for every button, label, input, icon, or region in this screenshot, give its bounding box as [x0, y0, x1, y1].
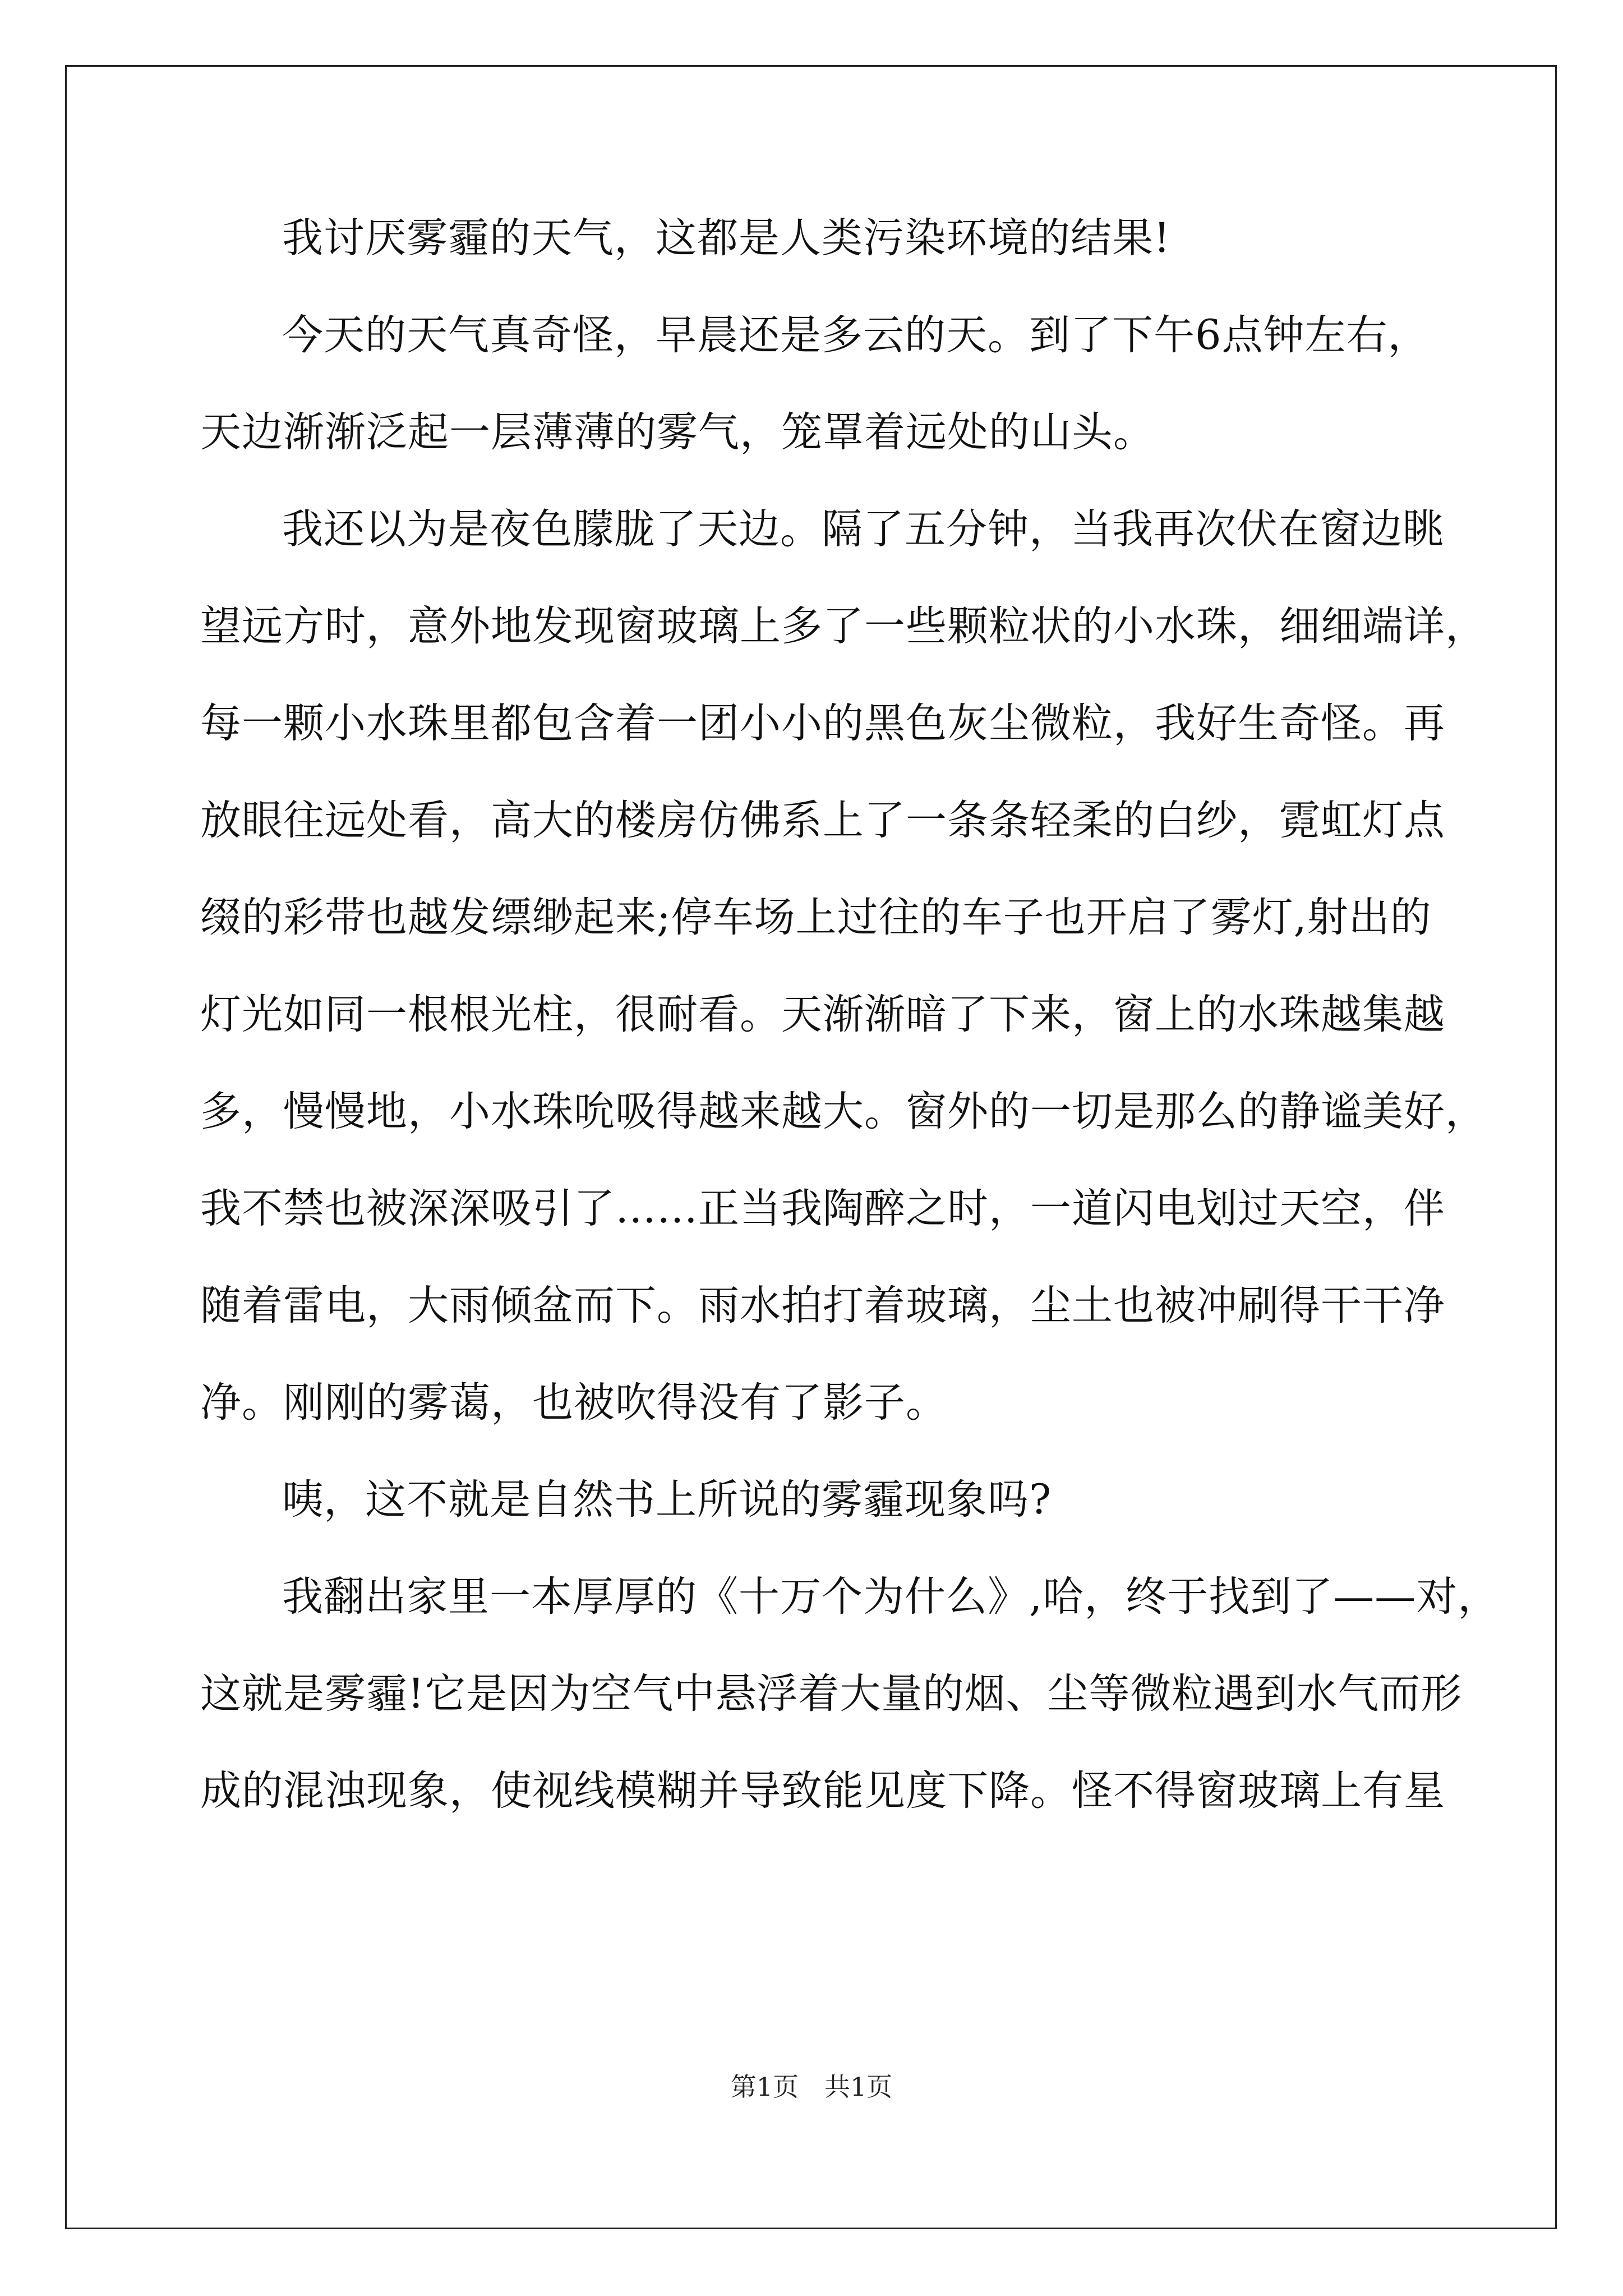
text-line: 我不禁也被深深吸引了……正当我陶醉之时，一道闪电划过天空，伴 [200, 1185, 1445, 1232]
text-line: 缀的彩带也越发缥缈起来;停车场上过往的车子也开启了雾灯,射出的 [200, 894, 1432, 941]
text-line: 这就是雾霾!它是因为空气中悬浮着大量的烟、尘等微粒遇到水气而形 [200, 1670, 1463, 1718]
text-line: 多，慢慢地，小水珠吮吸得越来越大。窗外的一切是那么的静谧美好， [200, 1088, 1487, 1135]
text-line: 今天的天气真奇怪，早晨还是多云的天。到了下午6点钟左右， [282, 311, 1430, 359]
text-line: 望远方时，意外地发现窗玻璃上多了一些颗粒状的小水珠，细细端详， [200, 602, 1487, 650]
text-line: 我还以为是夜色朦胧了天边。隔了五分钟，当我再次伏在窗边眺 [282, 505, 1444, 553]
text-line: 放眼往远处看，高大的楼房仿佛系上了一条条轻柔的白纱，霓虹灯点 [200, 797, 1445, 844]
text-line: 灯光如同一根根光柱，很耐看。天渐渐暗了下来，窗上的水珠越集越 [200, 991, 1445, 1038]
text-line: 我翻出家里一本厚厚的《十万个为什么》,哈，终于找到了——对， [282, 1573, 1500, 1621]
text-line: 咦，这不就是自然书上所说的雾霾现象吗? [282, 1476, 1052, 1524]
page-border [65, 65, 1557, 2229]
page-footer: 第1页 共1页 [730, 2072, 893, 2102]
text-line: 成的混浊现象，使视线模糊并导致能见度下降。怪不得窗玻璃上有星 [200, 1767, 1445, 1815]
text-line: 天边渐渐泛起一层薄薄的雾气，笼罩着远处的山头。 [200, 408, 1155, 456]
text-line: 随着雷电，大雨倾盆而下。雨水拍打着玻璃，尘土也被冲刷得干干净 [200, 1282, 1445, 1329]
text-line: 净。刚刚的雾蔼，也被吹得没有了影子。 [200, 1379, 947, 1427]
text-line: 每一颗小水珠里都包含着一团小小的黑色灰尘微粒，我好生奇怪。再 [200, 700, 1445, 747]
text-line: 我讨厌雾霾的天气，这都是人类污染环境的结果! [282, 214, 1171, 262]
